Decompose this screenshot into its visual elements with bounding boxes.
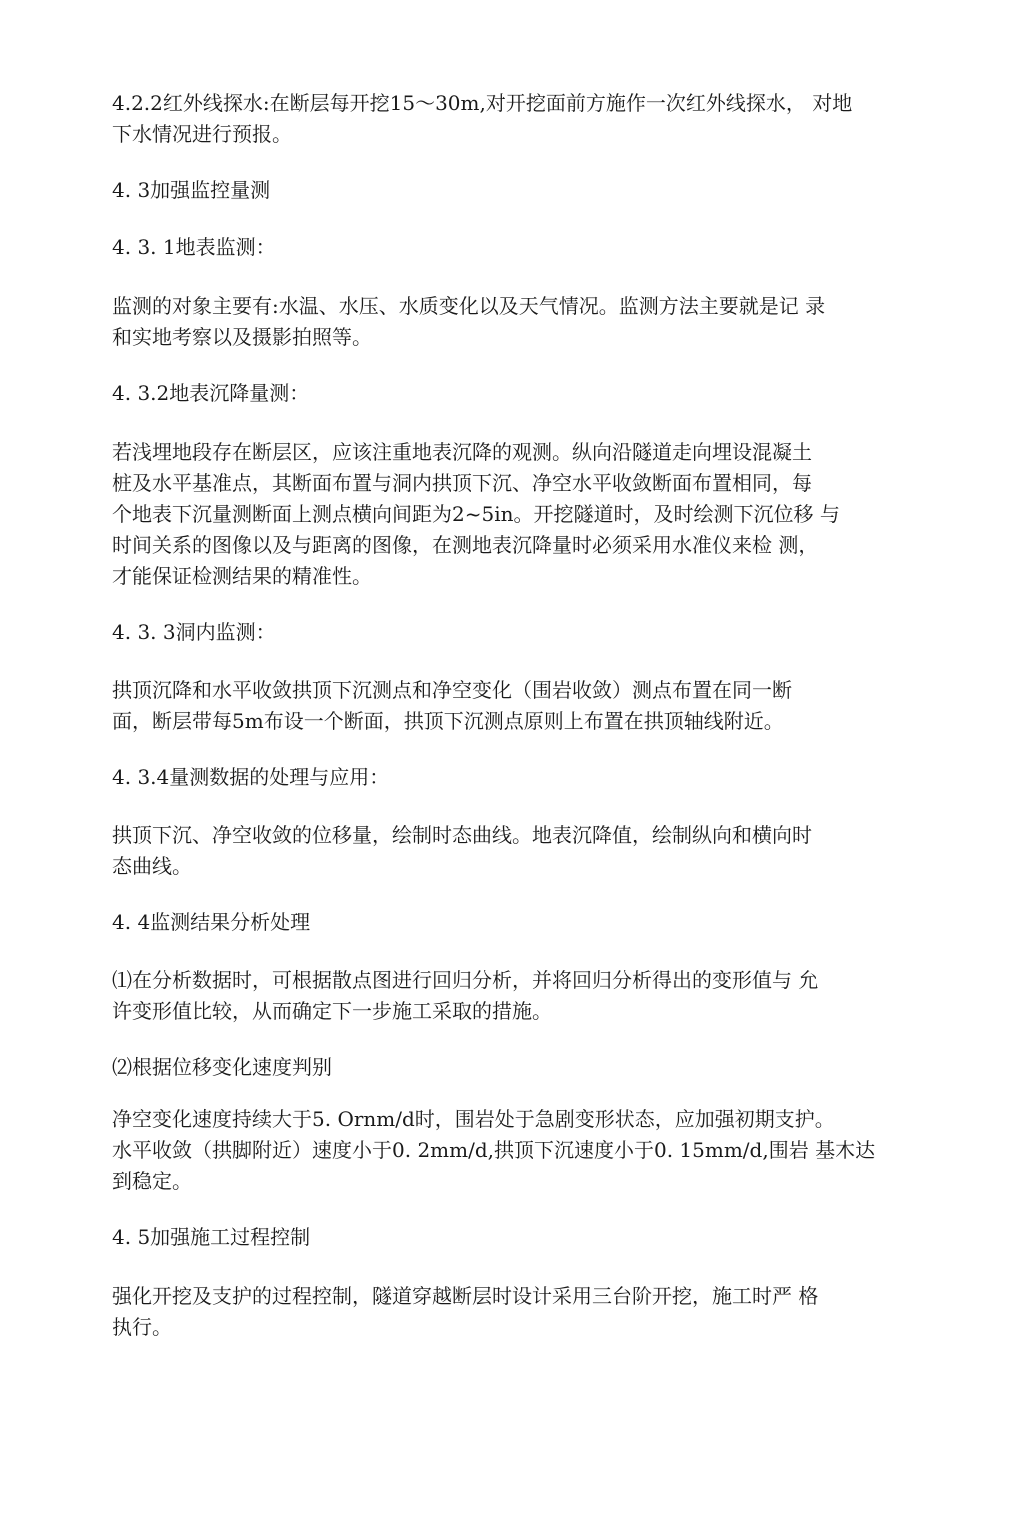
text-line: 监测的对象主要有:水温、水压、水质变化以及天气情况。监测方法主要就是记 录 [112,294,826,318]
text-line: 才能保证检测结果的精准性。 [112,564,372,588]
heading-surface-settlement [112,378,912,409]
heading-surface-monitoring [112,232,912,263]
text-line: 到稳定。 [112,1169,192,1193]
heading-process-control [112,1222,912,1253]
heading-text: 4. 5加强施工过程控制 [112,1225,311,1249]
text-line: 桩及水平基准点，其断面布置与洞内拱顶下沉、净空水平收敛断面布置相同，每 [112,471,812,495]
text-line: 4.2.2红外线探水:在断层每开挖15～30m,对开挖面前方施作一次红外线探水， 对地 [112,91,853,115]
heading-monitoring [112,175,912,206]
text-line: 若浅埋地段存在断层区，应该注重地表沉降的观测。纵向沿隧道走向埋设混凝土 [112,440,812,464]
heading-result-analysis [112,907,912,938]
paragraph-monitoring-objects [112,291,912,353]
text-line: 净空变化速度持续大于5. Ornm/d时，围岩处于急剧变形状态，应加强初期支护。 [112,1107,835,1131]
paragraph-convergence-rate [112,1104,912,1197]
text-line: 和实地考察以及摄影拍照等。 [112,325,372,349]
paragraph-surface-settlement [112,437,912,592]
text-line: 态曲线。 [112,854,192,878]
paragraph-excavation-control [112,1281,912,1343]
text-line: ⑴在分析数据时，可根据散点图进行回归分析，并将回归分析得出的变形值与 允 [112,968,819,992]
paragraph-time-curves [112,820,912,882]
paragraph-crown-settlement [112,675,912,737]
paragraph-regression-analysis [112,965,912,1027]
text-line: 执行。 [112,1315,172,1339]
heading-text: 4. 3加强监控量测 [112,178,271,202]
heading-text: 4. 3. 1地表监测： [112,235,276,259]
heading-text: 4. 3.2地表沉降量测： [112,381,310,405]
heading-text: 4. 3.4量测数据的处理与应用： [112,765,390,789]
text-line: 面，断层带每5m布设一个断面，拱顶下沉测点原则上布置在拱顶轴线附近。 [112,709,784,733]
heading-text: 4. 3. 3洞内监测： [112,620,276,644]
text-line: 拱顶下沉、净空收敛的位移量，绘制时态曲线。地表沉降值，绘制纵向和横向时 [112,823,812,847]
text-line: 强化开挖及支护的过程控制，隧道穿越断层时设计采用三台阶开挖，施工时严 格 [112,1284,819,1308]
text-line: 水平收敛（拱脚附近）速度小于0. 2mm/d,拱顶下沉速度小于0. 15mm/d,围岩 基木达 [112,1138,876,1162]
heading-data-processing [112,762,912,793]
text-line: 下水情况进行预报。 [112,122,292,146]
text-line: 个地表下沉量测断面上测点横向间距为2~5in。开挖隧道时，及时绘测下沉位移 与 [112,502,840,526]
text-line: 许变形值比较，从而确定下一步施工采取的措施。 [112,999,552,1023]
paragraph-displacement-rate [112,1052,912,1083]
heading-text: 4. 4监测结果分析处理 [112,910,311,934]
text-line: 时间关系的图像以及与距离的图像，在测地表沉降量时必须采用水准仪来检 测， [112,533,819,557]
text-line: 拱顶沉降和水平收敛拱顶下沉测点和净空变化（围岩收敛）测点布置在同一断 [112,678,792,702]
heading-tunnel-monitoring [112,617,912,648]
text-line: ⑵根据位移变化速度判别 [112,1055,332,1079]
paragraph-infrared-water-detection [112,88,912,150]
